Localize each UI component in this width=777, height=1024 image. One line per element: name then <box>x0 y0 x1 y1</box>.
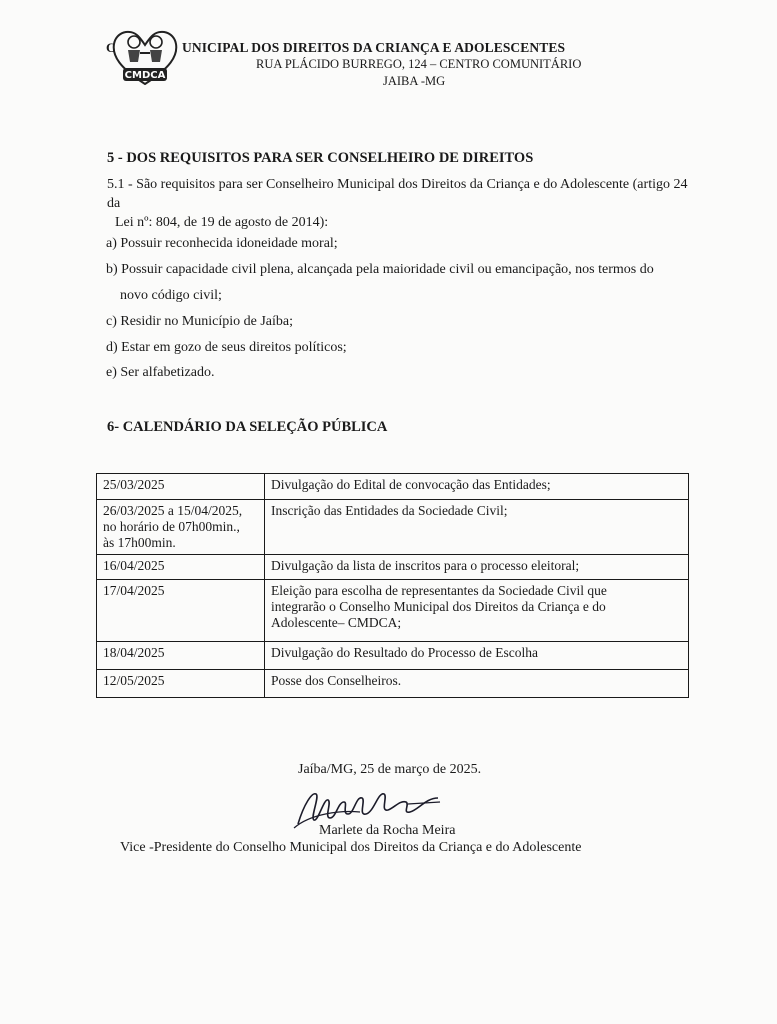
table-row <box>97 555 689 580</box>
requirement-b-continued: novo código civil; <box>120 288 222 303</box>
header-address: RUA PLÁCIDO BURREGO, 124 – CENTRO COMUNITÁRIO <box>256 57 582 71</box>
intro-line-1: 5.1 - São requisitos para ser Conselheiro Municipal dos Direitos da Criança e do Adolescente (artigo 24 da <box>107 177 688 211</box>
table-row <box>97 670 689 698</box>
table-row <box>97 580 689 642</box>
requirement-c: c) Residir no Município de Jaíba; <box>106 314 294 329</box>
section-5-intro <box>107 175 692 232</box>
intro-line-2: Lei nº: 804, de 19 de agosto de 2014): <box>115 215 329 230</box>
date-cell: 26/03/2025 a 15/04/2025, no horário de 07h00min., às 17h00min. <box>97 500 265 555</box>
requirement-b: b) Possuir capacidade civil plena, alcançada pela maioridade civil ou emancipação, nos termos do <box>106 262 654 277</box>
header-title: UNICIPAL DOS DIREITOS DA CRIANÇA E ADOLESCENTES <box>182 40 566 55</box>
date-place: Jaíba/MG, 25 de março de 2025. <box>298 762 482 777</box>
description-cell: Divulgação da lista de inscritos para o processo eleitoral; <box>265 555 689 580</box>
description-cell: Divulgação do Edital de convocação das Entidades; <box>265 474 689 500</box>
date-cell: 16/04/2025 <box>97 555 265 580</box>
section-6-heading: 6- CALENDÁRIO DA SELEÇÃO PÚBLICA <box>107 419 388 435</box>
requirement-a: a) Possuir reconhecida idoneidade moral; <box>106 236 338 251</box>
signer-role: Vice -Presidente do Conselho Municipal dos Direitos da Criança e do Adolescente <box>120 840 582 855</box>
description-cell: Eleição para escolha de representantes da Sociedade Civil que integrarão o Conselho Municipal dos Direitos da Criança e do Adolescente– CMDCA; <box>265 580 689 642</box>
requirement-d: d) Estar em gozo de seus direitos políticos; <box>106 340 347 355</box>
description-cell: Divulgação do Resultado do Processo de Escolha <box>265 642 689 670</box>
date-cell: 17/04/2025 <box>97 580 265 642</box>
header-prefix: C <box>106 40 116 55</box>
header-city: JAIBA -MG <box>383 74 446 88</box>
svg-text:CMDCA: CMDCA <box>124 70 166 81</box>
date-cell: 18/04/2025 <box>97 642 265 670</box>
description-cell: Posse dos Conselheiros. <box>265 670 689 698</box>
calendar-table <box>96 473 689 698</box>
cmdca-logo <box>110 26 180 88</box>
table-row <box>97 642 689 670</box>
table-row <box>97 500 689 555</box>
description-cell: Inscrição das Entidades da Sociedade Civil; <box>265 500 689 555</box>
date-cell: 25/03/2025 <box>97 474 265 500</box>
section-5-heading: 5 - DOS REQUISITOS PARA SER CONSELHEIRO DE DIREITOS <box>107 150 534 166</box>
signer-name: Marlete da Rocha Meira <box>319 823 456 838</box>
table-row <box>97 474 689 500</box>
requirement-e: e) Ser alfabetizado. <box>106 365 215 380</box>
date-cell: 12/05/2025 <box>97 670 265 698</box>
